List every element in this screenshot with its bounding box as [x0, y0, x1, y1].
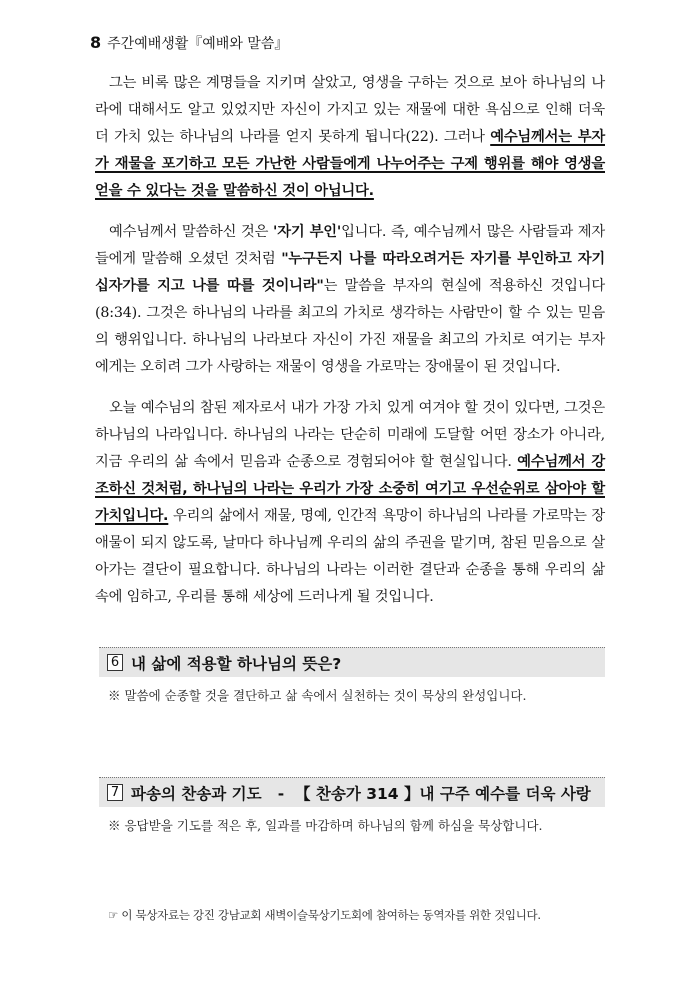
paragraph-1-underline: 예수님께서는 부자가 재물을 포기하고 모든 가난한 사람들에게 나누어주는 구제 행위를 해야 영생을 얻을 수 있다는 것을 말씀하신 것이 아닙니다. — [95, 129, 605, 199]
paragraph-3-underline: 예수님께서 강조하신 것처럼, 하나님의 나라는 우리가 가장 소중히 여기고 우선순위로 삼아야 할 가치입니다. — [95, 454, 605, 524]
paragraph-2-text-3: 는 말씀을 부자의 현실에 적용하신 것입니다(8:34). 그것은 하나님의 나라를 최고의 가치로 생각하는 사람만이 할 수 있는 믿음의 행위입니다. 하나님의 나라보다 자신이 가진 재물을 최고의 가치로 여기는 부자에게는 오히려 그가 사랑하는 재물이 영생을 가로막는 장애물이 된 것입니다. — [95, 278, 605, 375]
paragraph-3 — [95, 395, 605, 611]
section-6-heading — [99, 647, 605, 677]
paragraph-2-text-1: 예수님께서 말씀하신 것은 — [109, 224, 274, 240]
paragraph-1-text: 그는 비록 많은 계명들을 지키며 살았고, 영생을 구하는 것으로 보아 하나님의 나라에 대해서도 알고 있었지만 자신이 가지고 있는 재물에 대한 욕심으로 인해 더욱더 가치 있는 하나님의 나라를 얻지 못하게 됩니다(22). 그러나 — [95, 75, 605, 145]
section-6-number: 6 — [107, 654, 123, 671]
article-body — [95, 70, 605, 625]
paragraph-2-emphasis-2: "누구든지 나를 따라오려거든 자기를 부인하고 자기 십자가를 지고 나를 따를 것이니라" — [95, 251, 605, 294]
section-6-title: 내 삶에 적용할 하나님의 뜻은? — [131, 654, 342, 673]
section-7-heading — [99, 777, 605, 807]
paragraph-2 — [95, 219, 605, 381]
paragraph-3-text-1: 오늘 예수님의 참된 제자로서 내가 가장 가치 있게 여겨야 할 것이 있다면, 그것은 하나님의 나라입니다. 하나님의 나라는 단순히 미래에 도달할 어떤 장소가 아니라, 지금 우리의 삶 속에서 믿음과 순종으로 경험되어야 할 현실입니다. — [95, 400, 605, 470]
page-number: 8 — [90, 33, 102, 52]
paragraph-3-text-2: 우리의 삶에서 재물, 명예, 인간적 욕망이 하나님의 나라를 가로막는 장애물이 되지 않도록, 날마다 하나님께 우리의 삶의 주권을 맡기며, 참된 믿음으로 살아가는 결단이 필요합니다. 하나님의 나라는 이러한 결단과 순종을 통해 우리의 삶 속에 임하고, 우리를 통해 세상에 드러나게 될 것입니다. — [95, 508, 605, 605]
publication-title: 주간예배생활『예배와 말씀』 — [107, 36, 289, 52]
section-7-number: 7 — [107, 784, 123, 801]
footer-note: ☞ 이 묵상자료는 강진 강남교회 새벽이슬묵상기도회에 참여하는 동역자를 위한 것입니다. — [108, 908, 541, 922]
section-7-title: 파송의 찬송과 기도 - 【 찬송가 314 】내 구주 예수를 더욱 사랑 — [131, 784, 591, 803]
paragraph-2-emphasis-1: '자기 부인' — [273, 224, 342, 240]
paragraph-2-text-2: 입니다. 즉, 예수님께서 많은 사람들과 제자들에게 말씀해 오셨던 것처럼 — [95, 224, 606, 267]
section-6-note: ※ 말씀에 순종할 것을 결단하고 삶 속에서 실천하는 것이 묵상의 완성입니다. — [108, 688, 527, 703]
section-7-note: ※ 응답받을 기도를 적은 후, 일과를 마감하며 하나님의 함께 하심을 묵상합니다. — [108, 818, 543, 833]
page-header — [90, 33, 288, 53]
paragraph-1 — [95, 70, 605, 205]
